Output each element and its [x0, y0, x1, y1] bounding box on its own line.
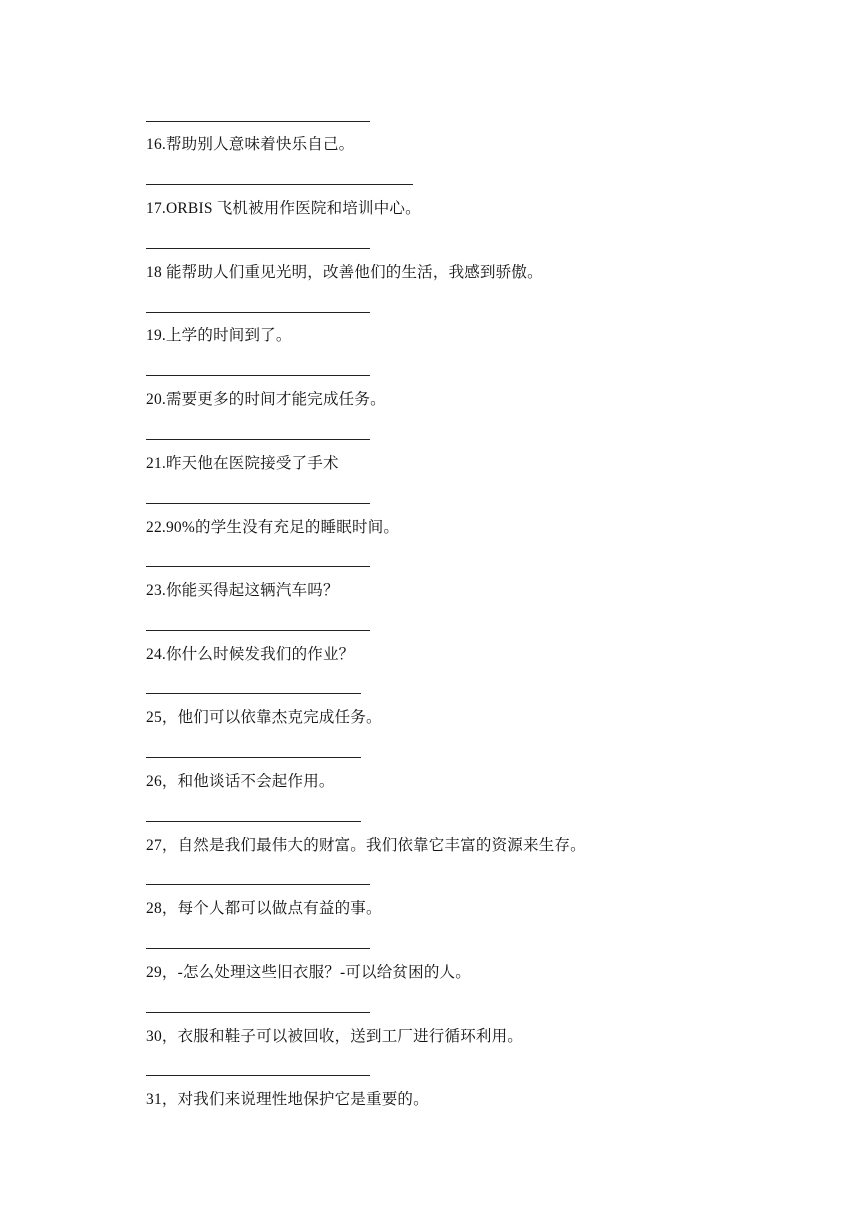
question-28 — [146, 899, 382, 919]
answer-line[interactable] — [146, 884, 370, 885]
question-text: 你能买得起这辆汽车吗？ — [165, 582, 339, 599]
question-text: 昨天他在医院接受了手术 — [165, 455, 339, 472]
question-30 — [146, 1027, 523, 1047]
question-number: 31， — [146, 1091, 178, 1108]
question-number: 20. — [146, 391, 166, 408]
question-text: 需要更多的时间才能完成任务。 — [165, 391, 386, 408]
question-text: 衣服和鞋子可以被回收，送到工厂进行循环利用。 — [177, 1028, 524, 1045]
question-21 — [146, 454, 339, 474]
question-number: 23. — [146, 582, 166, 599]
question-text: 90%的学生没有充足的睡眠时间。 — [165, 519, 400, 536]
question-number: 17. — [146, 200, 166, 217]
question-number: 24. — [146, 646, 166, 663]
answer-line[interactable] — [146, 630, 370, 631]
question-text: ORBIS 飞机被用作医院和培训中心。 — [165, 200, 421, 217]
question-text: 上学的时间到了。 — [165, 327, 292, 344]
question-24 — [146, 645, 354, 665]
answer-line[interactable] — [146, 184, 413, 185]
answer-line[interactable] — [146, 375, 370, 376]
question-31 — [146, 1090, 429, 1110]
question-number: 21. — [146, 455, 166, 472]
question-number: 18 — [146, 264, 166, 281]
answer-line[interactable] — [146, 248, 370, 249]
question-text: 能帮助人们重见光明，改善他们的生活，我感到骄傲。 — [165, 264, 543, 281]
question-17 — [146, 199, 421, 219]
question-23 — [146, 581, 339, 601]
question-text: 和他谈话不会起作用。 — [177, 773, 335, 790]
question-number: 28， — [146, 900, 178, 917]
answer-line[interactable] — [146, 439, 370, 440]
answer-line[interactable] — [146, 1075, 370, 1076]
answer-line[interactable] — [146, 121, 370, 122]
answer-line[interactable] — [146, 948, 370, 949]
question-20 — [146, 390, 386, 410]
question-16 — [146, 135, 354, 155]
answer-line[interactable] — [146, 566, 370, 567]
answer-line[interactable] — [146, 693, 361, 694]
question-text: 自然是我们最伟大的财富。我们依靠它丰富的资源来生存。 — [177, 837, 586, 854]
question-text: 对我们来说理性地保护它是重要的。 — [177, 1091, 429, 1108]
question-number: 25， — [146, 709, 178, 726]
question-22 — [146, 518, 399, 538]
question-text: 每个人都可以做点有益的事。 — [177, 900, 382, 917]
question-19 — [146, 326, 292, 346]
question-text: -怎么处理这些旧衣服？-可以给贫困的人。 — [177, 964, 471, 981]
question-number: 22. — [146, 519, 166, 536]
question-text: 帮助别人意味着快乐自己。 — [165, 136, 355, 153]
question-number: 19. — [146, 327, 166, 344]
question-25 — [146, 708, 382, 728]
question-number: 27， — [146, 837, 178, 854]
question-18 — [146, 263, 543, 283]
answer-line[interactable] — [146, 757, 361, 758]
question-text: 他们可以依靠杰克完成任务。 — [177, 709, 382, 726]
question-number: 16. — [146, 136, 166, 153]
question-text: 你什么时候发我们的作业？ — [165, 646, 355, 663]
question-number: 30， — [146, 1028, 178, 1045]
answer-line[interactable] — [146, 821, 361, 822]
answer-line[interactable] — [146, 312, 370, 313]
question-27 — [146, 836, 586, 856]
question-26 — [146, 772, 335, 792]
question-29 — [146, 963, 471, 983]
question-number: 26， — [146, 773, 178, 790]
answer-line[interactable] — [146, 1012, 370, 1013]
question-number: 29， — [146, 964, 178, 981]
answer-line[interactable] — [146, 503, 370, 504]
